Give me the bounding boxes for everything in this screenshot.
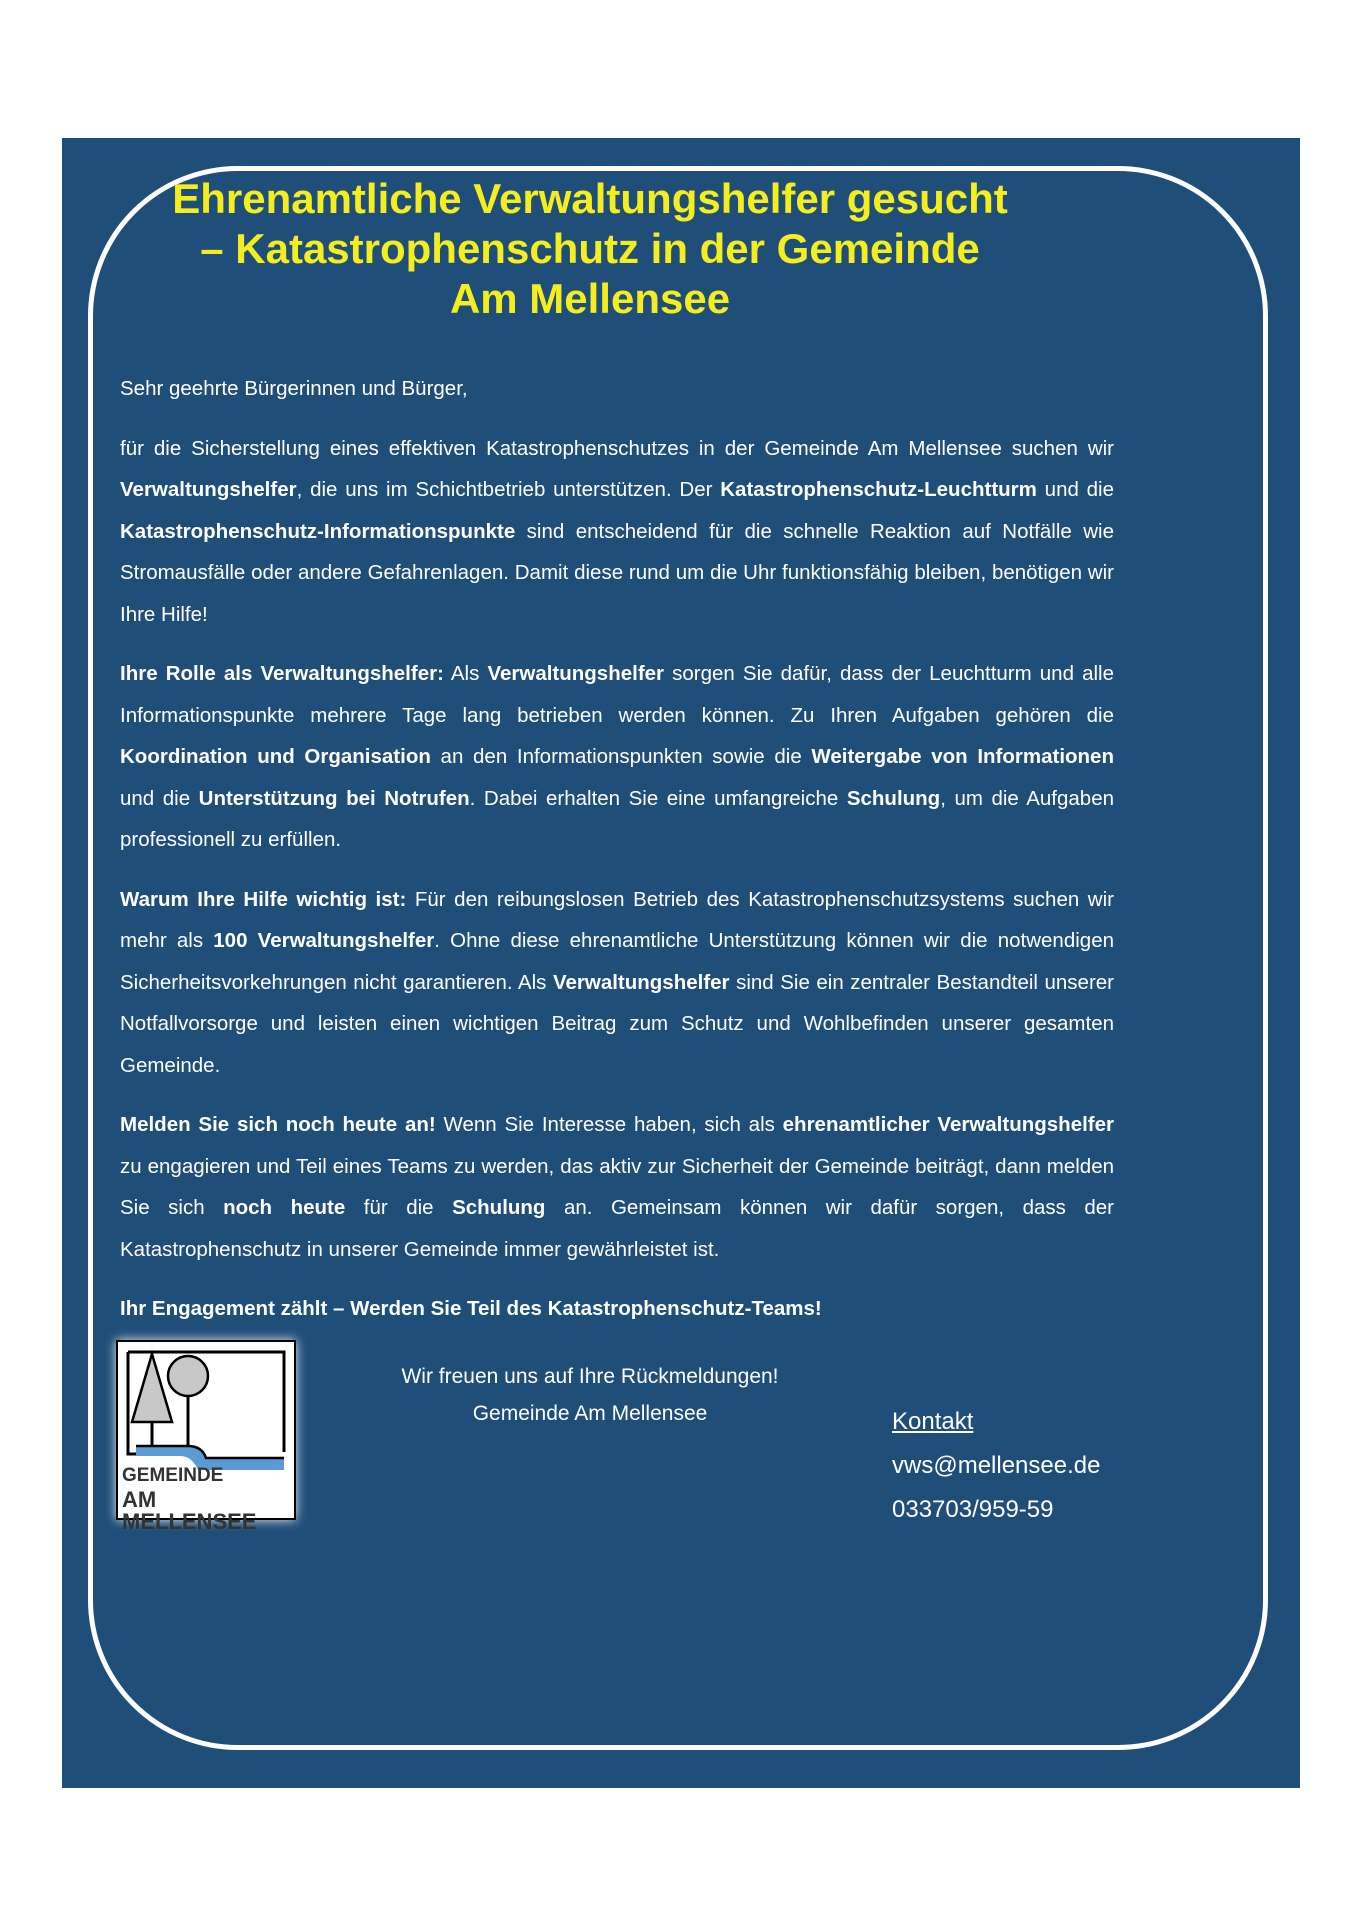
signup-text: Wenn Sie Interesse haben, sich als <box>435 1113 783 1136</box>
title-line-2: – Katastrophenschutz in der Gemeinde <box>200 225 980 272</box>
role-text: , um die Aufgaben professionell zu erfüllen. <box>120 786 1115 851</box>
logo-frame-line <box>128 1352 136 1454</box>
signup-text: zu engagieren und Teil eines Teams zu werden, das aktiv zur Sicherheit der Gemeinde beiträgt, dann melden Sie sich <box>120 1154 1114 1219</box>
title-line-3: Am Mellensee <box>449 275 731 322</box>
flyer-body <box>120 368 1114 1348</box>
role-text: . Dabei erhalten Sie eine umfangreiche <box>469 786 847 810</box>
role-text: Als <box>443 662 488 685</box>
closing-bold-line <box>120 1288 1114 1330</box>
role-bold: Unterstützung bei Notrufen <box>198 786 470 810</box>
role-bold: Schulung <box>846 786 941 810</box>
logo-text-line-1: GEMEINDE <box>122 1465 224 1486</box>
flyer-title <box>130 174 1050 324</box>
municipality-logo <box>116 1340 296 1534</box>
role-text: und die <box>120 786 199 810</box>
intro-text: , die uns im Schichtbetrieb unterstützen. Der <box>296 478 721 501</box>
closing-block <box>380 1358 800 1432</box>
title-line-1: Ehrenamtliche Verwaltungshelfer gesucht <box>172 175 1008 222</box>
signup-bold: Melden Sie sich noch heute an! <box>120 1113 436 1136</box>
tree-conifer-icon <box>132 1354 172 1422</box>
greeting: Sehr geehrte Bürgerinnen und Bürger, <box>120 377 468 400</box>
signup-bold: noch heute <box>223 1196 346 1219</box>
intro-bold: Katastrophenschutz-Informationspunkte <box>120 519 516 543</box>
contact-heading: Kontakt <box>892 1408 974 1435</box>
engagement-slogan: Ihr Engagement zählt – Werden Sie Teil des Katastrophenschutz-Teams! <box>120 1297 822 1320</box>
role-bold: Verwaltungshelfer <box>487 662 665 685</box>
why-bold: Warum Ihre Hilfe wichtig ist: <box>120 887 407 911</box>
intro-text: sind entscheidend für die schnelle Reaktion auf Notfälle wie Stromausfälle oder andere Gefahrenlagen. Damit diese rund um die Uhr funktionsfähig bleiben, benötigen wir Ihre Hilfe! <box>120 519 1114 626</box>
signup-text: an. Gemeinsam können wir dafür sorgen, dass der Katastrophenschutz in unserer Gemeinde immer gewährleistet ist. <box>120 1196 1115 1261</box>
intro-text: für die Sicherstellung eines effektiven Katastrophenschutzes in der Gemeinde Am Mellensee suchen wir <box>120 436 1114 460</box>
role-text: sorgen Sie dafür, dass der Leuchtturm und alle Informationspunkte mehrere Tage lang betrieben werden können. Zu Ihren Aufgaben gehören die <box>120 662 1114 727</box>
intro-bold: Katastrophenschutz-Leuchtturm <box>720 478 1037 501</box>
intro-paragraph <box>120 428 1114 636</box>
why-bold: 100 Verwaltungshelfer <box>213 929 435 952</box>
signup-bold: Schulung <box>452 1196 546 1219</box>
why-bold: Verwaltungshelfer <box>552 970 730 994</box>
why-paragraph <box>120 879 1114 1087</box>
signup-bold: ehrenamtlicher Verwaltungshelfer <box>782 1113 1114 1136</box>
contact-email[interactable]: vws@mellensee.de <box>892 1452 1101 1479</box>
contact-phone[interactable]: 033703/959-59 <box>892 1496 1054 1523</box>
role-text: an den Informationspunkten sowie die <box>430 745 812 768</box>
closing-signature: Gemeinde Am Mellensee <box>472 1402 708 1425</box>
why-text: Für den reibungslosen Betrieb des Katastrophenschutzsystems suchen wir mehr als <box>120 887 1114 952</box>
why-text: . Ohne diese ehrenamtliche Unterstützung können wir die notwendigen Sicherheitsvorkehrungen nicht garantieren. Als <box>120 929 1114 994</box>
why-text: sind Sie ein zentraler Bestandteil unserer Notfallvorsorge und leisten einen wichtigen Beitrag zum Schutz und Wohlbefinden unserer gesamten Gemeinde. <box>120 970 1115 1077</box>
logo-text-line-2: AM MELLENSEE <box>122 1487 257 1534</box>
role-bold: Koordination und Organisation <box>120 745 431 768</box>
intro-text: und die <box>1036 478 1115 501</box>
role-paragraph <box>120 653 1114 861</box>
signup-text: für die <box>345 1196 453 1219</box>
contact-block <box>892 1400 1152 1532</box>
closing-thanks: Wir freuen uns auf Ihre Rückmeldungen! <box>401 1365 779 1388</box>
signup-paragraph <box>120 1104 1114 1270</box>
role-bold: Ihre Rolle als Verwaltungshelfer: <box>120 662 444 685</box>
intro-bold: Verwaltungshelfer <box>120 478 297 501</box>
tree-round-icon <box>168 1356 208 1396</box>
role-bold: Weitergabe von Informationen <box>811 745 1114 768</box>
